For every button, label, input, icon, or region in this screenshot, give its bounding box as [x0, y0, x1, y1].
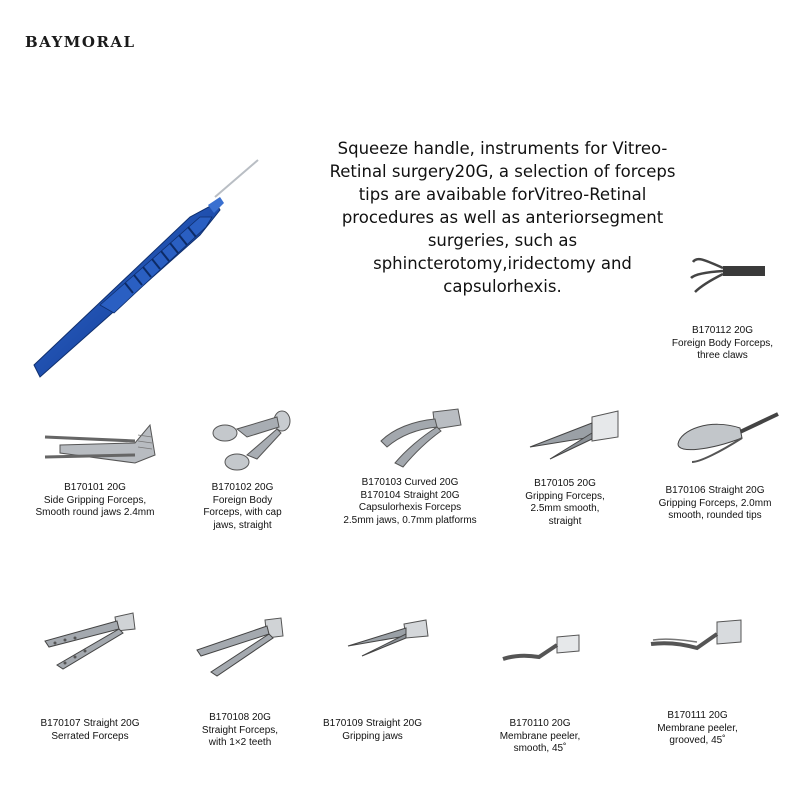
- caption-b170102: B170102 20G Foreign Body Forceps, with cap jaws, straight: [203, 482, 282, 531]
- product-b170105: [510, 405, 620, 530]
- caption-b170105: B170105 20G Gripping Forceps, 2.5mm smooth, straight: [525, 478, 605, 527]
- product-b170111: [640, 610, 755, 755]
- caption-b170111: B170111 20G Membrane peeler, grooved, 45˚: [657, 710, 738, 746]
- product-description: Squeeze handle, instruments for Vitreo- Retinal surgery20G, a selection of forceps tips are avaibable forVitreo-Retinal procedures as well as anteriorsegment surgeries, such as sphincterotomy,iridectomy and capsulorhexis.: [329, 139, 676, 296]
- product-b170101: [25, 410, 165, 520]
- caption-b170107: B170107 Straight 20G Serrated Forceps: [40, 718, 140, 742]
- membrane-peeler-smooth-image: [497, 625, 582, 680]
- product-b170103: [325, 405, 495, 530]
- product-b170110: [485, 620, 595, 760]
- caption-b170101: B170101 20G Side Gripping Forceps, Smooth round jaws 2.4mm: [35, 482, 155, 518]
- brand-logo: BAYMORAL: [25, 33, 136, 51]
- gripping-jaws-forceps-image: [340, 610, 430, 670]
- capsulorhexis-forceps-image: [373, 407, 463, 472]
- serrated-forceps-image: [35, 605, 145, 675]
- product-b170106: [645, 405, 785, 525]
- caption-b170110: B170110 20G Membrane peeler, smooth, 45˚: [499, 718, 581, 754]
- product-b170108: [180, 610, 300, 755]
- product-b170107: [20, 605, 160, 750]
- three-claw-forceps-image: [685, 250, 765, 300]
- squeeze-handle-image: [30, 155, 270, 390]
- membrane-peeler-grooved-image: [645, 612, 745, 672]
- product-b170109: [315, 610, 430, 750]
- product-b170102: [185, 405, 300, 535]
- caption-b170108: B170108 20G Straight Forceps, with 1×2 teeth: [201, 712, 279, 748]
- rounded-tip-forceps-image: [670, 410, 780, 470]
- toothed-forceps-image: [185, 610, 295, 680]
- caption-b170106: B170106 Straight 20G Gripping Forceps, 2.0mm smooth, rounded tips: [658, 485, 772, 521]
- caption-b170112: B170112 20G Foreign Body Forceps, three claws: [671, 325, 774, 361]
- caption-b170109: B170109 Straight 20G Gripping jaws: [323, 718, 422, 742]
- caption-b170103: B170103 Curved 20G B170104 Straight 20G Capsulorhexis Forceps 2.5mm jaws, 0.7mm platforms: [343, 477, 477, 526]
- side-gripping-forceps-image: [40, 415, 160, 470]
- cap-jaws-forceps-image: [207, 407, 297, 477]
- product-b170112: [645, 245, 800, 365]
- gripping-forceps-image: [520, 407, 620, 467]
